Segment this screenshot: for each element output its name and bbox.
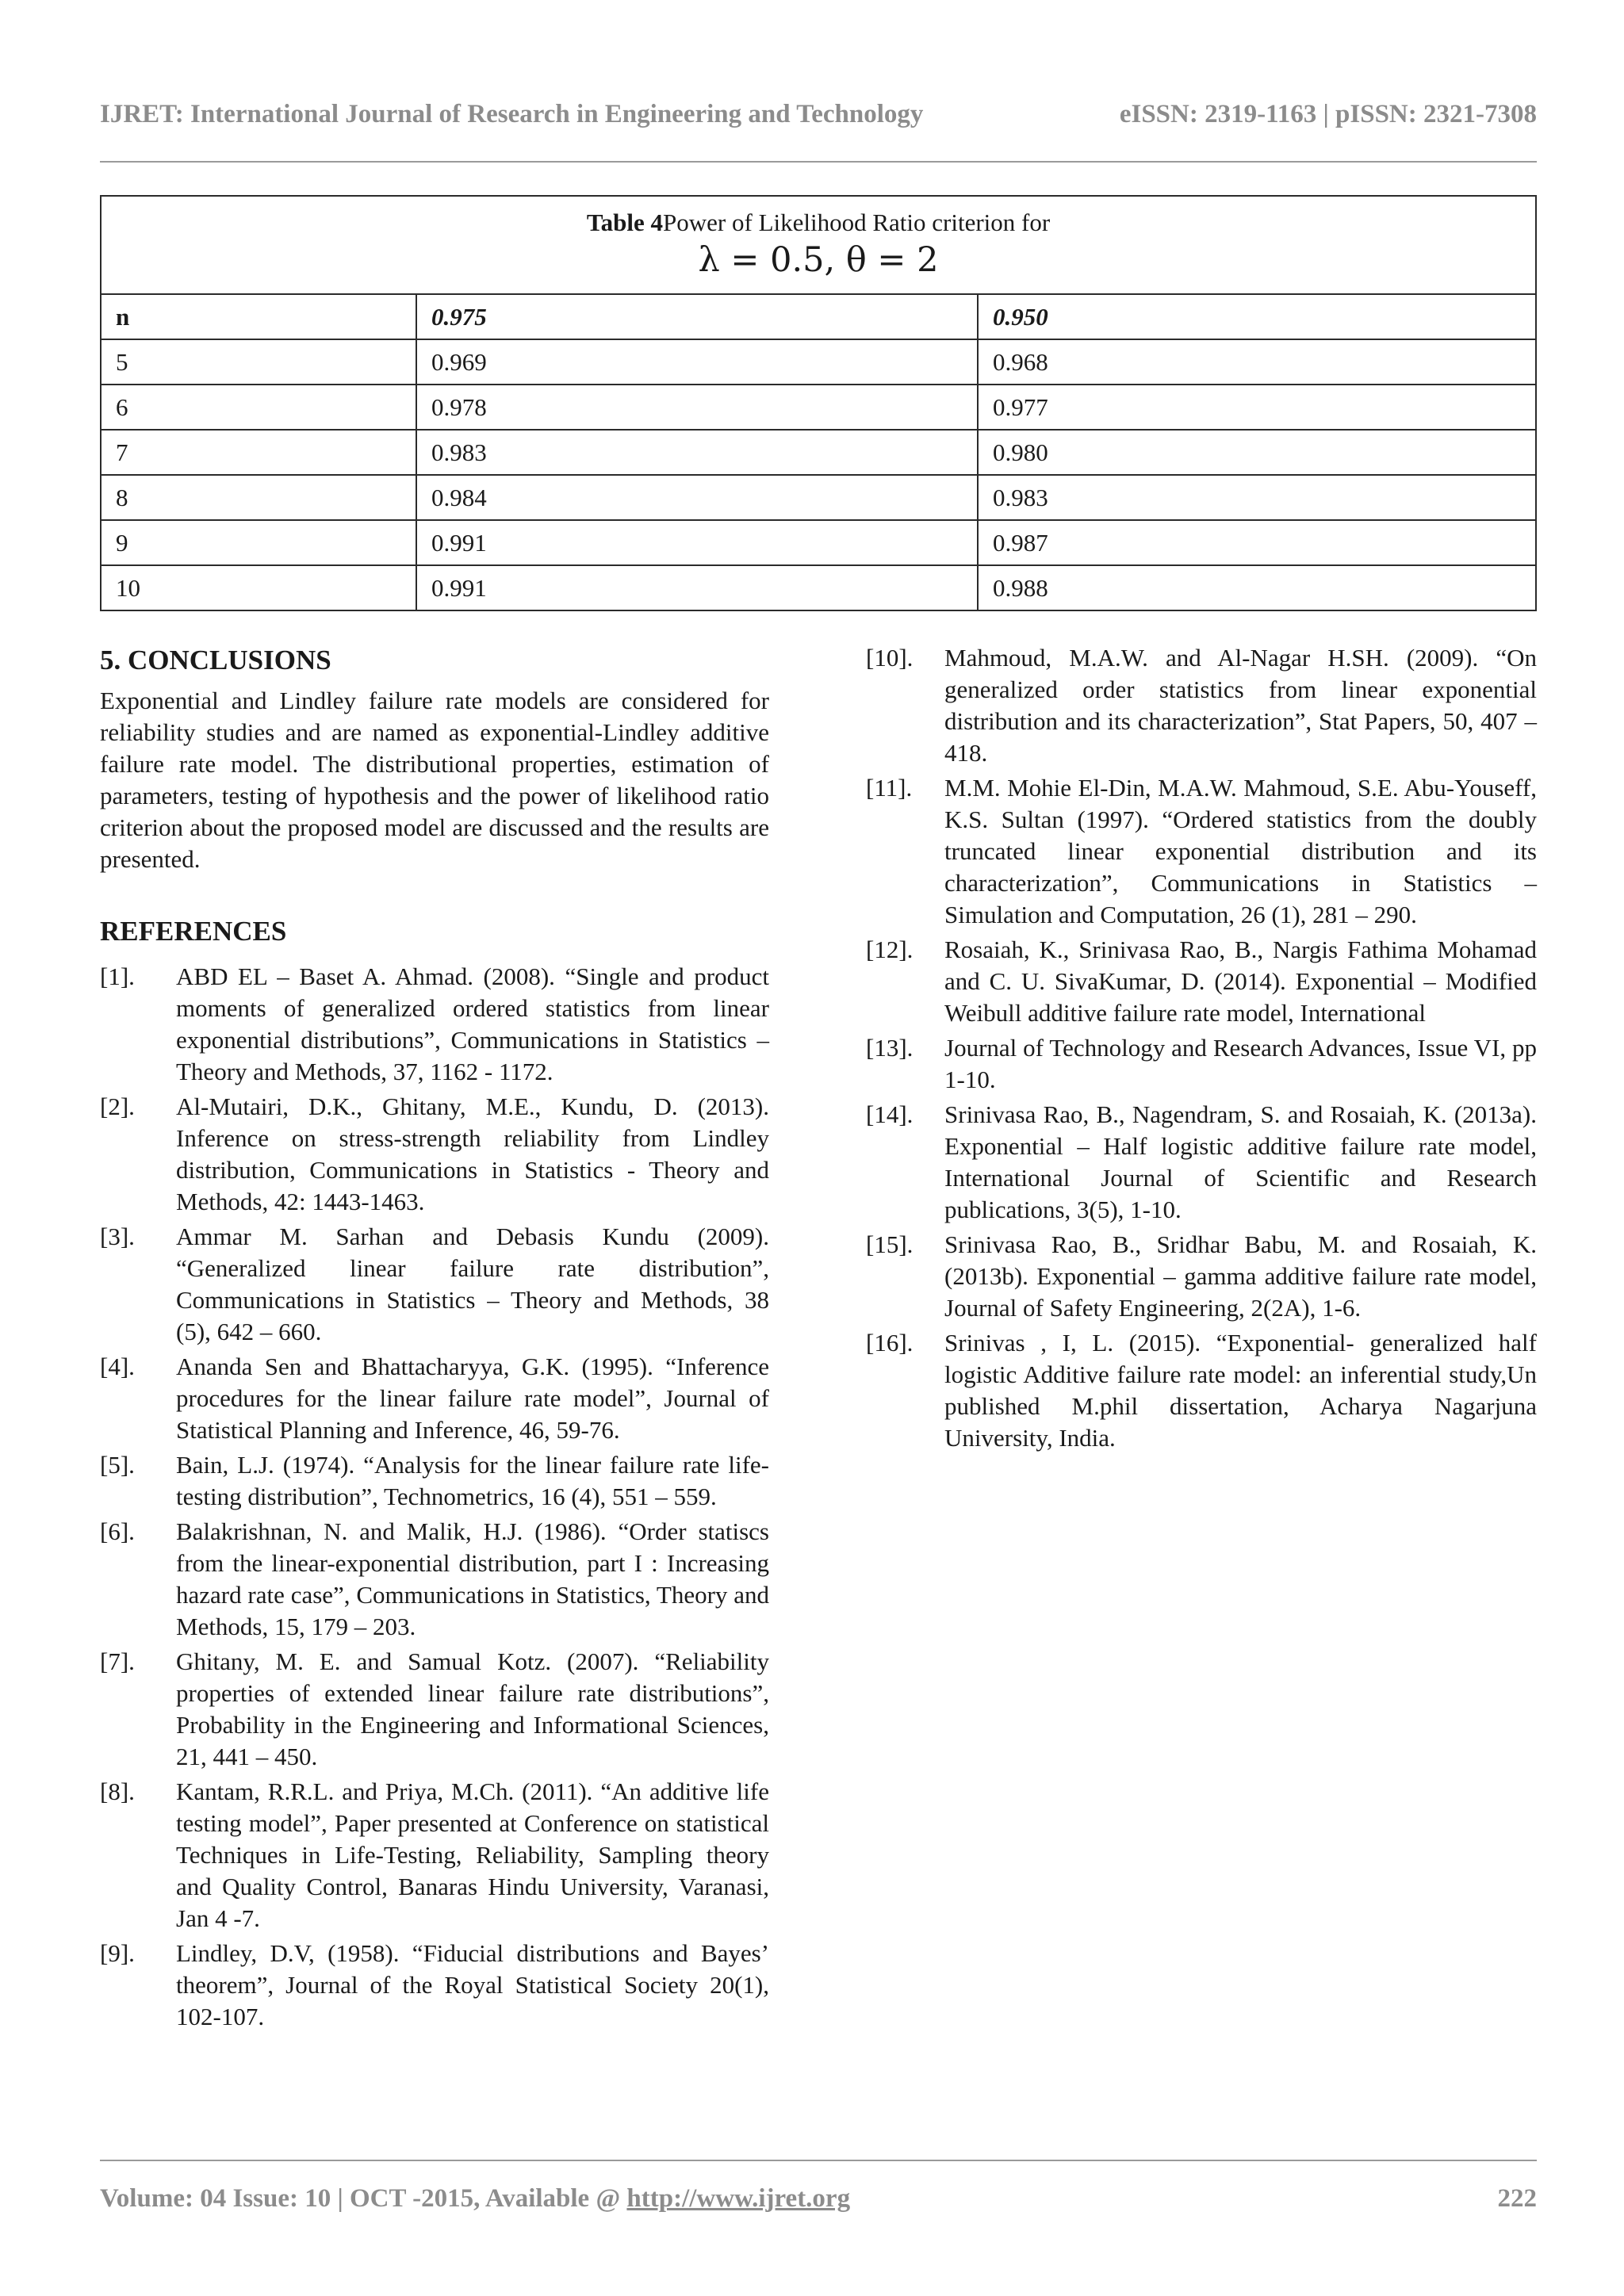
footer-divider (100, 2160, 1537, 2161)
footer-volume-text: Volume: 04 Issue: 10 | OCT -2015, Available @ (100, 2184, 627, 2213)
table-cell: 5 (101, 339, 416, 385)
journal-link[interactable]: http://www.ijret.org (626, 2184, 851, 2213)
table-header-0950: 0.950 (978, 294, 1536, 339)
right-column (866, 642, 1537, 1457)
conclusions-heading: 5. CONCLUSIONS (100, 645, 331, 675)
reference-number: [10]. (866, 644, 914, 672)
reference-item (866, 934, 1537, 1029)
reference-text: Srinivas , I, L. (2015). “Exponential- generalized half logistic Additive failure rate model: an inferential study,Un published M.phil dissertation, Acharya Nagarjuna University, India. (944, 1329, 1537, 1452)
reference-item (100, 1091, 769, 1218)
reference-number: [4]. (100, 1353, 135, 1380)
reference-text: Bain, L.J. (1974). “Analysis for the linear failure rate life-testing distribution”, Technometrics, 16 (4), 551 – 559. (176, 1451, 769, 1510)
table-cell: 0.978 (416, 385, 978, 430)
table-cell: 0.983 (416, 430, 978, 475)
reference-number: [5]. (100, 1451, 135, 1479)
table-row (101, 565, 1536, 610)
reference-number: [12]. (866, 936, 914, 963)
table-row (101, 385, 1536, 430)
reference-text: Rosaiah, K., Srinivasa Rao, B., Nargis Fathima Mohamad and C. U. SivaKumar, D. (2014). Exponential – Modified Weibull additive failure rate model, International (944, 936, 1537, 1027)
table-header-n: n (101, 294, 416, 339)
reference-number: [2]. (100, 1093, 135, 1120)
journal-title: IJRET: International Journal of Research in Engineering and Technology (100, 100, 924, 128)
header-divider (100, 161, 1537, 163)
reference-item (866, 642, 1537, 769)
reference-text: Lindley, D.V, (1958). “Fiducial distributions and Bayes’ theorem”, Journal of the Royal Statistical Society 20(1), 102-107. (176, 1939, 769, 2030)
table-cell: 0.980 (978, 430, 1536, 475)
reference-list-right (866, 642, 1537, 1454)
table-cell: 7 (101, 430, 416, 475)
reference-item (866, 1327, 1537, 1454)
table-header-0975: 0.975 (416, 294, 978, 339)
footer-volume (100, 2184, 850, 2214)
reference-list-left (100, 961, 769, 2033)
reference-item (866, 772, 1537, 931)
reference-text: Balakrishnan, N. and Malik, H.J. (1986). “Order statiscs from the linear-exponential distribution, part I : Increasing hazard rate case”, Communications in Statistics, Theory and Methods, 15, 179 – 203. (176, 1517, 769, 1640)
reference-text: Mahmoud, M.A.W. and Al-Nagar H.SH. (2009). “On generalized order statistics from linear exponential distribution and its characterization”, Stat Papers, 50, 407 – 418. (944, 644, 1537, 767)
table-caption-label: Table 4 (586, 209, 664, 236)
reference-text: Journal of Technology and Research Advances, Issue VI, pp 1-10. (944, 1034, 1537, 1093)
power-table (100, 195, 1537, 611)
left-column (100, 642, 769, 2036)
reference-text: Srinivasa Rao, B., Sridhar Babu, M. and Rosaiah, K. (2013b). Exponential – gamma additive failure rate model, Journal of Safety Engineering, 2(2A), 1-6. (944, 1230, 1537, 1322)
table-cell: 0.968 (978, 339, 1536, 385)
reference-text: Ghitany, M. E. and Samual Kotz. (2007). “Reliability properties of extended linear failure rate distributions”, Probability in the Engineering and Informational Sciences, 21, 441 – 450. (176, 1647, 769, 1770)
reference-number: [16]. (866, 1329, 914, 1357)
reference-number: [3]. (100, 1223, 135, 1250)
reference-number: [11]. (866, 774, 913, 802)
conclusions-text: Exponential and Lindley failure rate models are considered for reliability studies and are named as exponential-Lindley additive failure rate model. The distributional properties, estimation of parameters, testing of hypothesis and the power of likelihood ratio criterion about the proposed model are discussed and the results are presented. (100, 687, 769, 873)
reference-item (100, 1646, 769, 1773)
reference-item (100, 1221, 769, 1348)
reference-item (100, 1938, 769, 2033)
reference-text: Ammar M. Sarhan and Debasis Kundu (2009). “Generalized linear failure rate distribution”, Communications in Statistics – Theory and Methods, 38 (5), 642 – 660. (176, 1223, 769, 1345)
table-caption-formula: λ = 0.5, θ = 2 (698, 240, 939, 280)
table-row (101, 430, 1536, 475)
table-header-row (101, 294, 1536, 339)
reference-item (100, 961, 769, 1088)
table-cell: 0.983 (978, 475, 1536, 520)
table-cell: 6 (101, 385, 416, 430)
reference-item (100, 1449, 769, 1513)
reference-text: M.M. Mohie El-Din, M.A.W. Mahmoud, S.E. Abu-Youseff, K.S. Sultan (1997). “Ordered statistics from the doubly truncated linear exponential distribution and its characterization”, Communications in Statistics – Simulation and Computation, 26 (1), 281 – 290. (944, 774, 1537, 928)
reference-item (100, 1351, 769, 1446)
reference-text: Ananda Sen and Bhattacharyya, G.K. (1995). “Inference procedures for the linear failure rate model”, Journal of Statistical Planning and Inference, 46, 59-76. (176, 1353, 769, 1444)
reference-item (866, 1032, 1537, 1096)
reference-number: [15]. (866, 1230, 914, 1258)
reference-number: [14]. (866, 1100, 914, 1128)
table-cell: 9 (101, 520, 416, 565)
reference-text: Srinivasa Rao, B., Nagendram, S. and Rosaiah, K. (2013a). Exponential – Half logistic additive failure rate model, International Journal of Scientific and Research publications, 3(5), 1-10. (944, 1100, 1537, 1223)
table-cell: 8 (101, 475, 416, 520)
reference-item (100, 1776, 769, 1934)
reference-item (866, 1229, 1537, 1324)
reference-number: [9]. (100, 1939, 135, 1967)
table-cell: 0.988 (978, 565, 1536, 610)
reference-number: [1]. (100, 962, 135, 990)
reference-text: Kantam, R.R.L. and Priya, M.Ch. (2011). “An additive life testing model”, Paper presented at Conference on statistical Techniques in Life-Testing, Reliability, Sampling theory and Quality Control, Banaras Hindu University, Varanasi, Jan 4 -7. (176, 1777, 769, 1932)
issn-info: eISSN: 2319-1163 | pISSN: 2321-7308 (1119, 100, 1537, 128)
table-caption (101, 196, 1536, 294)
reference-item (100, 1516, 769, 1643)
table-cell: 10 (101, 565, 416, 610)
page-footer (100, 2184, 1537, 2214)
reference-item (866, 1099, 1537, 1226)
reference-number: [13]. (866, 1034, 914, 1062)
table-cell: 0.991 (416, 565, 978, 610)
table-cell: 0.977 (978, 385, 1536, 430)
table-caption-text: Power of Likelihood Ratio criterion for (663, 209, 1051, 236)
table-cell: 0.991 (416, 520, 978, 565)
table-cell: 0.987 (978, 520, 1536, 565)
table-row (101, 339, 1536, 385)
reference-text: ABD EL – Baset A. Ahmad. (2008). “Single and product moments of generalized ordered statistics from linear exponential distributions”, Communications in Statistics – Theory and Methods, 37, 1162 - 1172. (176, 962, 769, 1085)
table-cell: 0.969 (416, 339, 978, 385)
page-header (100, 100, 1537, 129)
table-cell: 0.984 (416, 475, 978, 520)
table-row (101, 475, 1536, 520)
reference-text: Al-Mutairi, D.K., Ghitany, M.E., Kundu, D. (2013). Inference on stress-strength reliability from Lindley distribution, Communications in Statistics - Theory and Methods, 42: 1443-1463. (176, 1093, 769, 1215)
references-heading: REFERENCES (100, 916, 287, 947)
reference-number: [8]. (100, 1777, 135, 1805)
reference-number: [7]. (100, 1647, 135, 1675)
page-number: 222 (1497, 2184, 1537, 2213)
table-row (101, 520, 1536, 565)
reference-number: [6]. (100, 1517, 135, 1545)
